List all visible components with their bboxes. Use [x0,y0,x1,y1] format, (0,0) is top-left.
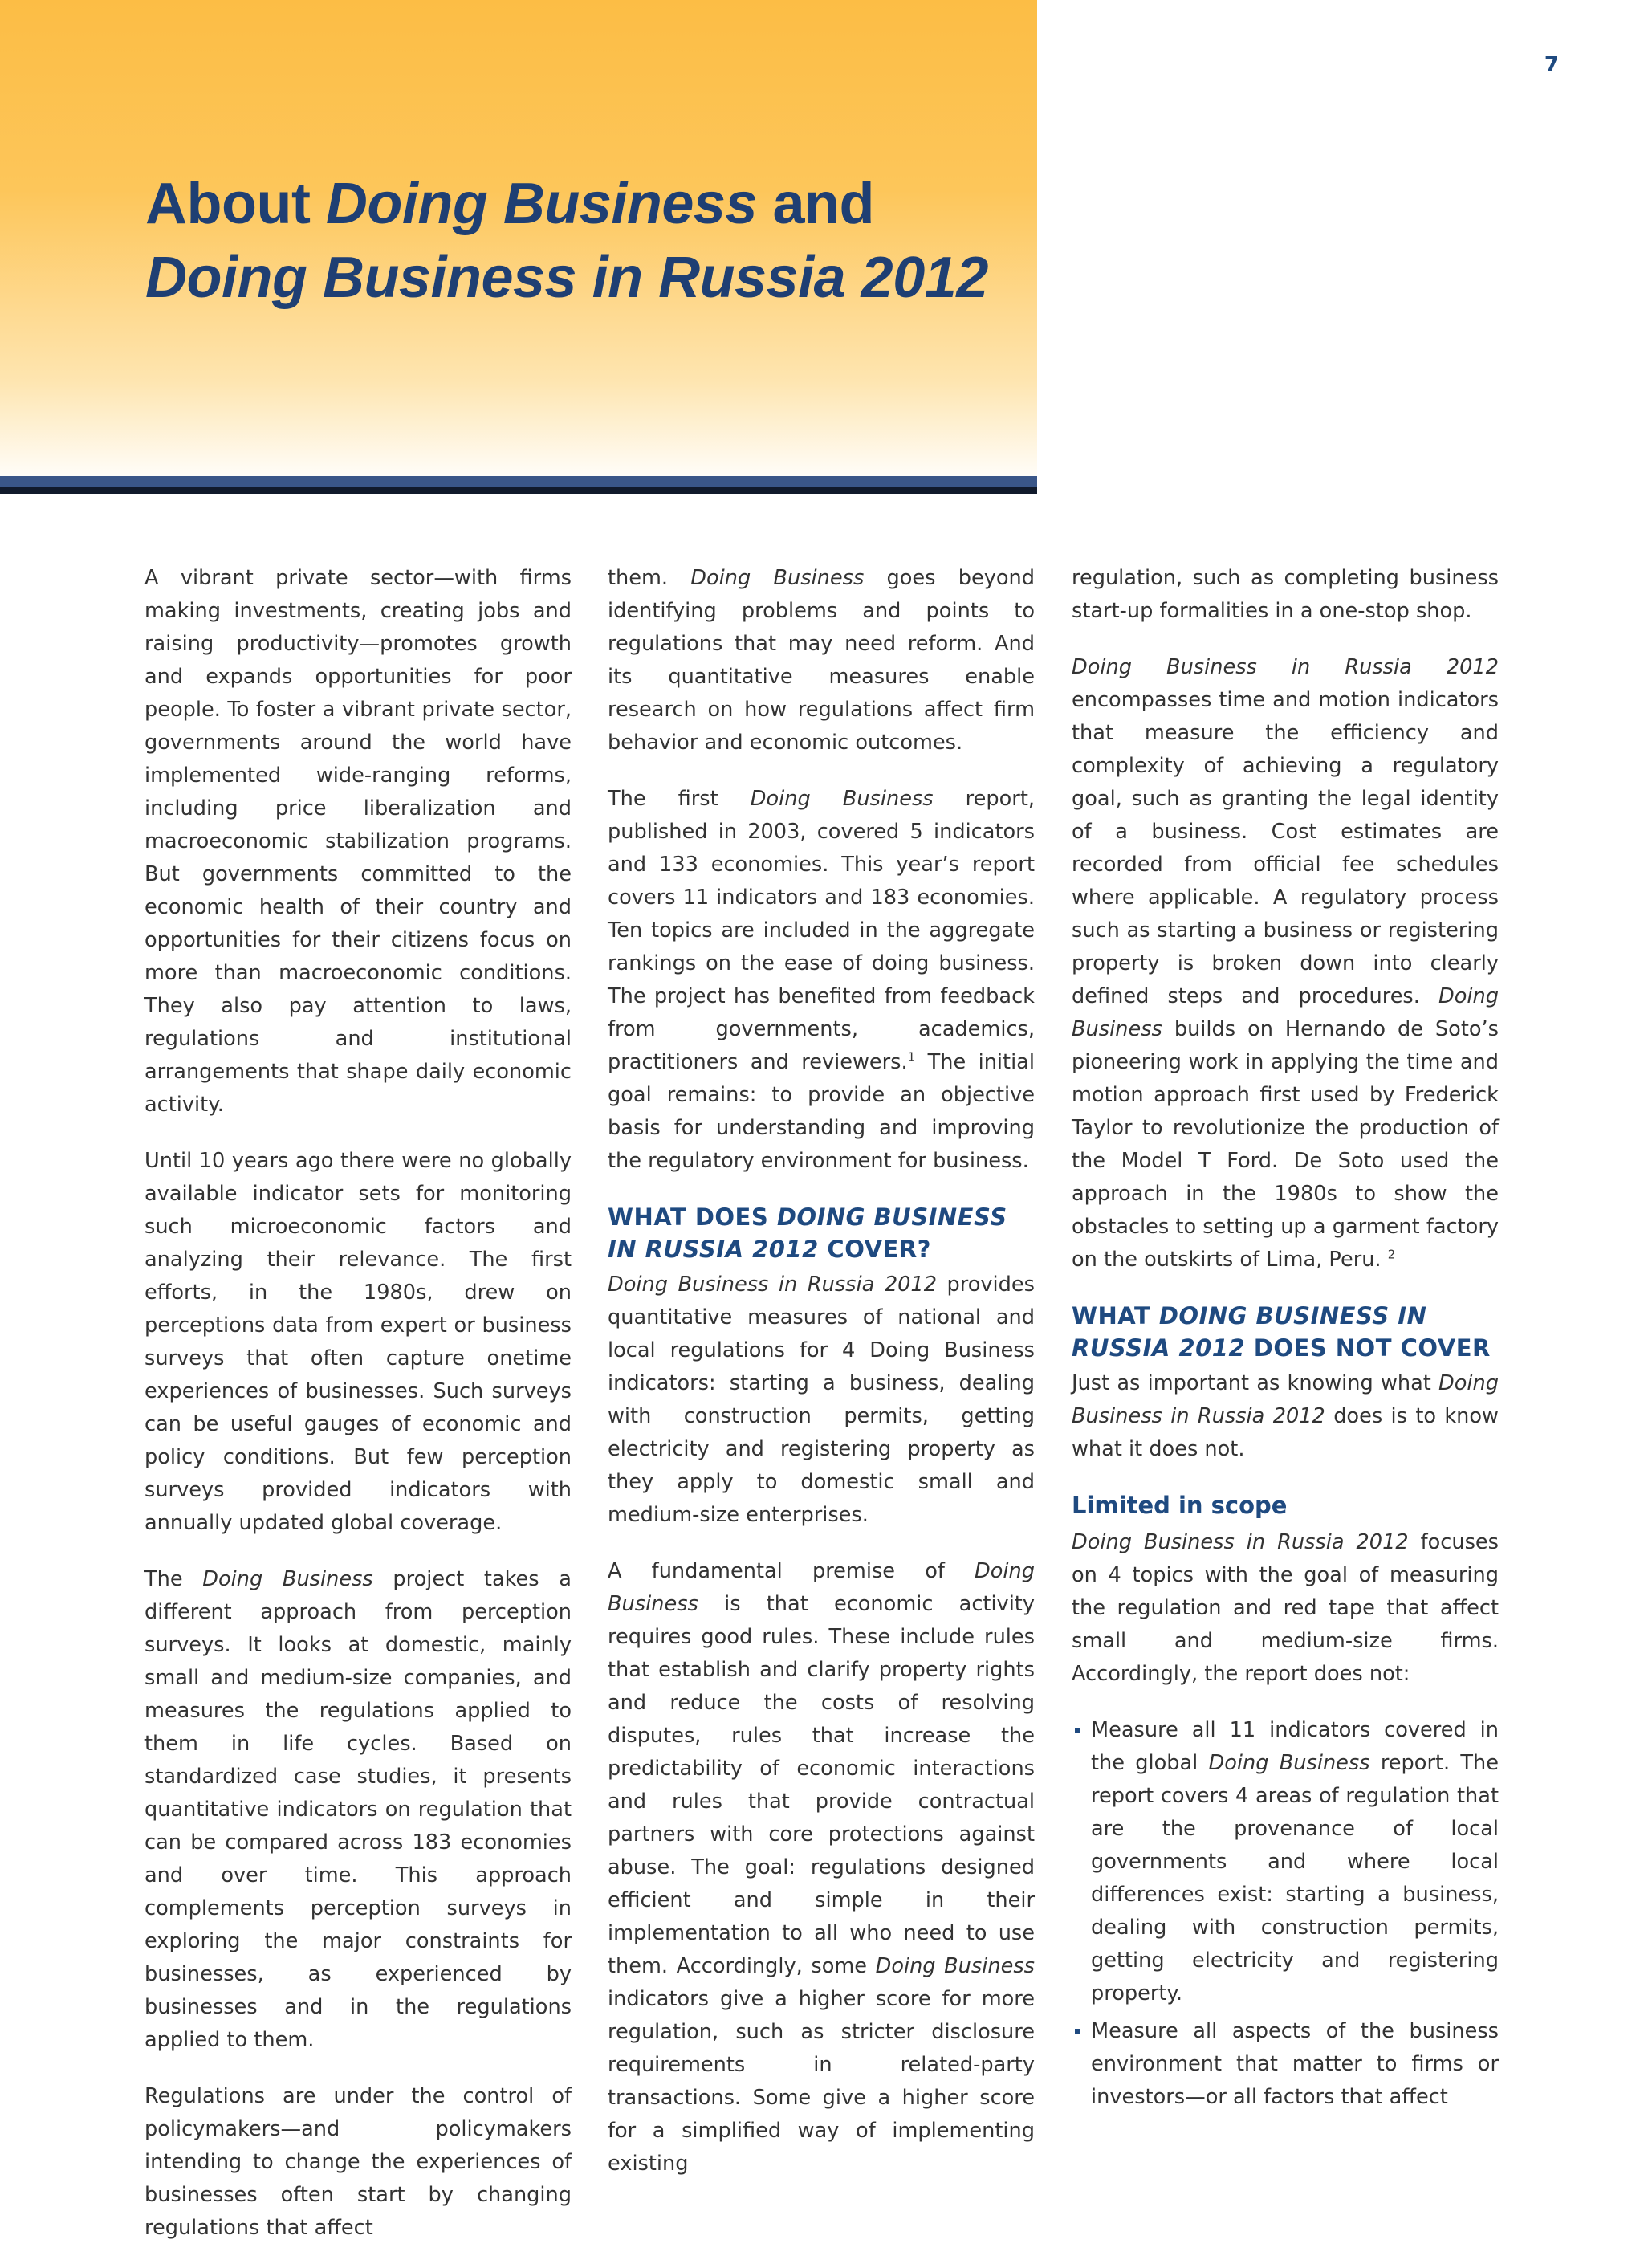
paragraph: Regulations are under the control of policymakers—and policymakers intending to change the experiences of businesses often start by changing regulations that affect [144,2084,572,2240]
footnote-ref: 2 [1387,1247,1396,1262]
bullet-list [1072,1714,1499,2114]
subheading-limited-scope: Limited in scope [1072,1492,1288,1519]
column-2 [608,562,1035,2204]
paragraph: The first Doing Business report, published in 2003, covered 5 indicators and 133 economies. This year’s report covers 11 indicators and 183 economies. Ten topics are included in the aggregate rankings on the ease of doing business. The project has benefited from feedback from governments, academics, practitioners and reviewers.$^1$ The initial goal remains: to provide an objective basis for understanding and improving the regulatory environment for business. [608,787,1035,1173]
page-number: 7 [1544,53,1559,77]
title-line2: Doing Business in Russia 2012 [145,246,988,310]
paragraph: them. Doing Business goes beyond identifying problems and points to regulations that may need reform. And its quantitative measures enable research on how regulations affect firm behavior and economic outcomes. [608,566,1035,755]
column-1 [144,562,572,2268]
paragraph: Doing Business in Russia 2012 encompasses time and motion indicators that measure the efficiency and complexity of achieving a regulatory goal, such as granting the legal identity of a business. Cost estimates are recorded from official fee schedules where applicable. A regulatory process such as starting a business or registering property is broken down into clearly defined steps and procedures. Doing Business builds on Hernando de Soto’s pioneering work in applying the time and motion approach first used by Frederick Taylor to revolutionize the production of the Model T Ford. De Soto used the approach in the 1980s to show the obstacles to setting up a garment factory on the outskirts of Lima, Peru. $^2$ [1072,655,1499,1272]
section-heading-not-cover: WHAT DOING BUSINESS IN RUSSIA 2012 DOES NOT COVER [1072,1302,1491,1362]
column-3 [1072,562,1499,2119]
list-item: Measure all 11 indicators covered in the global Doing Business report. The report covers 4 areas of regulation that are the provenance of local governments and where local differences exist: starting a business, dealing with construction permits, getting electricity and registering property. [1072,1714,1499,2010]
header-stripe-blue [0,476,1037,487]
paragraph: A fundamental premise of Doing Business is that economic activity requires good rules. These include rules that establish and clarify property rights and reduce the costs of resolving disputes, rules that increase the predictability of economic interactions and rules that provide contractual partners with core protections against abuse. The goal: regulations designed efficient and simple in their implementation to all who need to use them. Accordingly, some Doing Business indicators give a higher score for more regulation, such as stricter disclosure requirements in related-party transactions. Some give a higher score for a simplified way of implementing existing [608,1559,1035,2176]
footnote-ref: 1 [907,1049,916,1065]
title-line1: About Doing Business and [145,172,875,236]
list-item: Measure all aspects of the business environment that matter to firms or investors—or all factors that affect [1072,2015,1499,2114]
page-title [145,167,988,315]
paragraph: Doing Business in Russia 2012 focuses on 4 topics with the goal of measuring the regulation and red tape that affect small and medium-size firms. Accordingly, the report does not: [1072,1530,1500,1686]
paragraph: Just as important as knowing what Doing Business in Russia 2012 does is to know what it does not. [1072,1371,1499,1461]
paragraph: Until 10 years ago there were no globally available indicator sets for monitoring such microeconomic factors and analyzing their relevance. The first efforts, in the 1980s, drew on perceptions data from expert or business surveys that often capture onetime experiences of businesses. Such surveys can be useful gauges of economic and policy conditions. But few perception surveys provided indicators with annually updated global coverage. [144,1149,572,1535]
paragraph: A vibrant private sector—with firms making investments, creating jobs and raising productivity—promotes growth and expands opportunities for poor people. To foster a vibrant private sector, governments around the world have implemented wide-ranging reforms, including price liberalization and macroeconomic stabilization programs. But governments committed to the economic health of their country and opportunities for their citizens focus on more than macroeconomic conditions. They also pay attention to laws, regulations and institutional arrangements that shape daily economic activity. [144,566,572,1117]
paragraph: Doing Business in Russia 2012 provides quantitative measures of national and local regulations for 4 Doing Business indicators: starting a business, dealing with construction permits, getting electricity and registering property as they apply to domestic small and medium-size enterprises. [608,1272,1035,1527]
section-heading-cover: WHAT DOES DOING BUSINESS IN RUSSIA 2012 COVER? [608,1203,1007,1263]
header-stripe-dark [0,487,1037,494]
paragraph: The Doing Business project takes a different approach from perception surveys. It looks at domestic, mainly small and medium-size companies, and measures the regulations applied to them in life cycles. Based on standardized case studies, it presents quantitative indicators on regulation that can be compared across 183 economies and over time. This approach complements perception surveys in exploring the major constraints for businesses, as experienced by businesses and in the regulations applied to them. [144,1567,572,2052]
paragraph: regulation, such as completing business start-up formalities in a one-stop shop. [1072,566,1499,623]
